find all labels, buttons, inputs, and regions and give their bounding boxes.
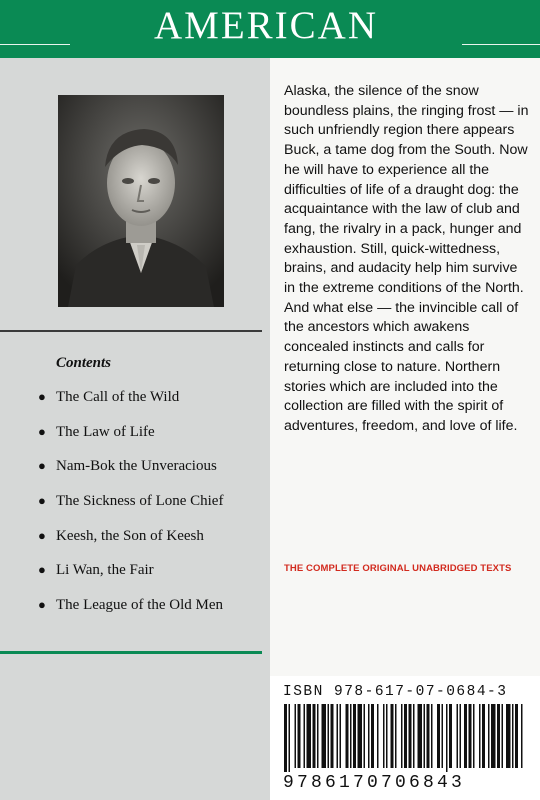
- barcode-bars: [284, 704, 528, 772]
- barcode-bar: [371, 704, 374, 768]
- series-header: [0, 0, 540, 58]
- barcode-bar: [442, 704, 444, 768]
- bullet-icon: ●: [38, 562, 46, 578]
- barcode-bar: [460, 704, 462, 768]
- series-title: AMERICAN: [153, 4, 378, 47]
- barcode-bar: [424, 704, 426, 768]
- barcode-bar: [482, 704, 485, 768]
- book-description: Alaska, the silence of the snow boundless plains, the ringing frost — in such unfriendly region there appears Buck, a tame dog from the South. Now he will have to experience all the difficulties of life of a draught dog: the acquaintance with the law of club and fang, the rivalry in a pack, hunger and exhaustion. Still, quick-wittedness, brains, and audacity help him survive in the extreme conditions of the North. And what else — the invincible call of the ancestors which awakens concealed instincts and calls for returning close to nature. Northern stories which are included into the collection are filled with the spirit of adventures, freedom, and love of life.: [284, 83, 529, 434]
- bullet-icon: ●: [38, 493, 46, 509]
- barcode-bar: [521, 704, 523, 768]
- table-of-contents: [38, 388, 223, 631]
- barcode-bar: [404, 704, 407, 768]
- bullet-icon: ●: [38, 597, 46, 613]
- barcode-bar: [358, 704, 363, 768]
- barcode-bar: [317, 704, 319, 768]
- barcode-bar: [377, 704, 379, 768]
- portrait-photo-icon: [58, 95, 224, 307]
- barcode-bar: [368, 704, 370, 768]
- barcode-bar: [497, 704, 500, 768]
- barcode-bar: [512, 704, 514, 768]
- barcode-bar: [437, 704, 440, 768]
- unabridged-tagline: THE COMPLETE ORIGINAL UNABRIDGED TEXTS: [284, 563, 512, 574]
- bullet-icon: ●: [38, 527, 46, 543]
- barcode-bar: [413, 704, 415, 768]
- list-item: ● The Law of Life: [38, 423, 155, 440]
- barcode-bar: [391, 704, 394, 768]
- barcode-bar: [346, 704, 349, 768]
- list-item: ● The League of the Old Men: [38, 597, 224, 614]
- divider-bottom: [0, 651, 262, 654]
- header-rule-left: [0, 44, 70, 45]
- barcode-bar: [337, 704, 339, 768]
- bullet-icon: ●: [38, 458, 46, 474]
- barcode-bar: [386, 704, 388, 768]
- barcode-bar: [322, 704, 327, 768]
- barcode-bar: [506, 704, 511, 768]
- contents-heading: Contents: [56, 355, 112, 371]
- barcode-bar: [449, 704, 452, 768]
- barcode-bar: [446, 704, 448, 772]
- barcode-digits: 9786170706843: [283, 773, 466, 793]
- barcode-bar: [427, 704, 430, 768]
- list-item: ● Nam-Bok the Unveracious: [38, 458, 217, 475]
- barcode-bar: [395, 704, 397, 768]
- list-item: ● The Sickness of Lone Chief: [38, 493, 224, 510]
- barcode-bar: [350, 704, 352, 768]
- barcode-bar: [401, 704, 403, 768]
- barcode-bar: [364, 704, 366, 768]
- barcode-bar: [502, 704, 504, 768]
- barcode-bar: [307, 704, 312, 768]
- barcode-bar: [331, 704, 334, 768]
- list-item: ● Keesh, the Son of Keesh: [38, 527, 204, 544]
- barcode-bar: [473, 704, 475, 768]
- list-item: ● The Call of the Wild: [38, 389, 180, 405]
- barcode-bar: [298, 704, 301, 768]
- bullet-icon: ●: [38, 389, 46, 404]
- barcode-bar: [328, 704, 330, 768]
- barcode-bar: [295, 704, 297, 768]
- barcode-bar: [313, 704, 316, 768]
- barcode-bar: [383, 704, 385, 768]
- barcode-bar: [431, 704, 433, 768]
- barcode-bar: [289, 704, 291, 772]
- barcode-bar: [409, 704, 412, 768]
- barcode-bar: [340, 704, 342, 768]
- barcode-bar: [469, 704, 472, 768]
- barcode-bar: [464, 704, 467, 768]
- header-rule-right: [462, 44, 540, 45]
- divider-top: [0, 330, 262, 332]
- bullet-icon: ●: [38, 423, 46, 439]
- barcode-bar: [284, 704, 287, 772]
- isbn-label: ISBN 978-617-07-0684-3: [283, 684, 508, 700]
- barcode-bar: [418, 704, 423, 768]
- barcode-bar: [353, 704, 356, 768]
- barcode-bar: [304, 704, 306, 768]
- barcode-bar: [488, 704, 490, 768]
- barcode-bar: [515, 704, 518, 768]
- barcode-bar: [491, 704, 496, 768]
- author-portrait: [58, 95, 224, 307]
- barcode-bar: [457, 704, 459, 768]
- list-item: ● Li Wan, the Fair: [38, 562, 154, 579]
- barcode-bar: [479, 704, 481, 768]
